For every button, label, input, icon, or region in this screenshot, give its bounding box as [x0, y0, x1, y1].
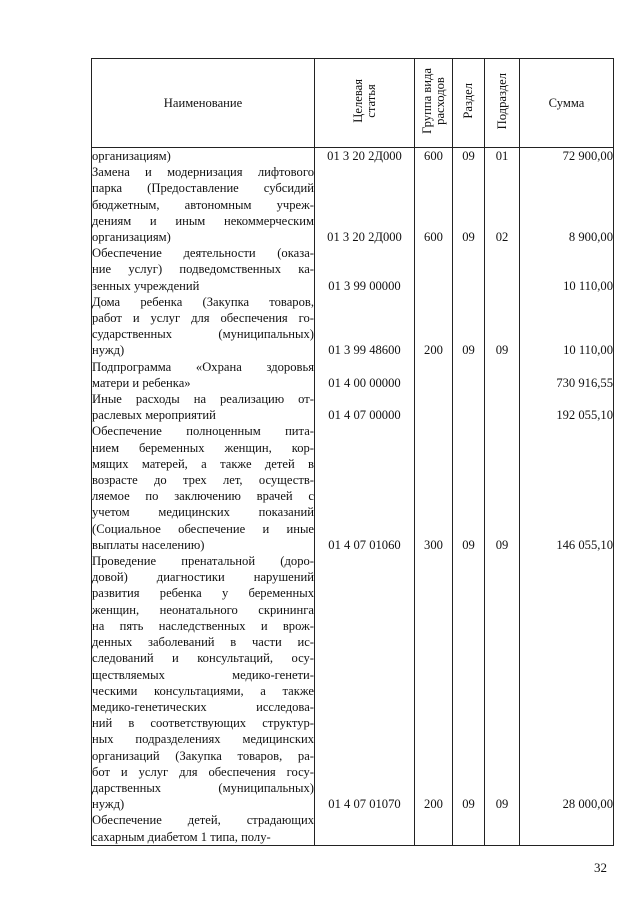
table-row [92, 812, 614, 845]
row-target-article: 01 4 07 01060 [315, 423, 415, 553]
row-section: 09 [453, 553, 485, 812]
row-sum: 146 055,10 [520, 423, 614, 553]
row-expense-group [415, 359, 453, 391]
row-name-line: Проведение пренатальной (доро- [92, 554, 314, 569]
row-name-line: организациям) [92, 230, 171, 245]
row-name-line: дениям и иным некоммерческим [92, 213, 314, 228]
row-name-line: раслевых мероприятий [92, 408, 216, 423]
row-name-line: ных подразделениях медицинских [92, 732, 314, 747]
row-name-line: Обеспечение детей, страдающих [92, 813, 314, 828]
row-section: 09 [453, 164, 485, 245]
table-row [92, 391, 614, 423]
row-name-line: Обеспечение деятельности (оказа- [92, 246, 314, 261]
row-name-line: мящих матерей, а также детей в [92, 456, 314, 471]
row-name-line: ческими консультациями, а также [92, 683, 314, 698]
row-section [453, 391, 485, 423]
row-section [453, 245, 485, 294]
row-name-line: на пять наследственных и врож- [92, 618, 314, 633]
row-name [92, 812, 315, 845]
row-name-line: сахарным диабетом 1 типа, полу- [92, 829, 271, 844]
row-name-line: Иные расходы на реализацию от- [92, 392, 314, 407]
row-name-line: довой) диагностики нарушений [92, 570, 314, 585]
table-body [92, 148, 614, 846]
row-target-article: 01 4 00 00000 [315, 359, 415, 391]
row-name-line: ляемое по заключению врачей с [92, 489, 314, 504]
row-target-article: 01 3 99 00000 [315, 245, 415, 294]
row-name-line: нужд) [92, 797, 125, 812]
row-target-article: 01 3 20 2Д000 [315, 164, 415, 245]
row-name-line: бот и услуг для обеспечения госу- [92, 764, 314, 779]
row-subsection: 01 [485, 148, 520, 165]
row-name-line: медико-генетических исследова- [92, 699, 314, 714]
row-subsection [485, 245, 520, 294]
row-name-line: организаций (Закупка товаров, ра- [92, 748, 314, 763]
row-name-line: зенных учреждений [92, 278, 200, 293]
row-sum: 10 110,00 [520, 294, 614, 359]
row-target-article: 01 4 07 01070 [315, 553, 415, 812]
row-name-line: дарственных (муниципальных) [92, 780, 314, 795]
table-header-row [92, 59, 614, 148]
row-name-line: парка (Предоставление субсидий [92, 181, 314, 196]
row-sum [520, 812, 614, 845]
row-sum: 8 900,00 [520, 164, 614, 245]
table-row [92, 148, 614, 165]
header-name: Наименование [92, 59, 315, 148]
table-row [92, 294, 614, 359]
table-row [92, 164, 614, 245]
row-name-line: возрасте до трех лет, осуществ- [92, 473, 314, 488]
row-subsection [485, 359, 520, 391]
header-subsection: Подраздел [485, 59, 520, 148]
row-sum: 192 055,10 [520, 391, 614, 423]
row-expense-group [415, 812, 453, 845]
row-name-line: учетом медицинских показаний [92, 505, 314, 520]
row-name-line: нужд) [92, 343, 125, 358]
row-name [92, 245, 315, 294]
budget-table [91, 58, 614, 846]
row-target-article: 01 4 07 00000 [315, 391, 415, 423]
header-section: Раздел [453, 59, 485, 148]
row-section [453, 812, 485, 845]
row-expense-group [415, 245, 453, 294]
table-row [92, 245, 614, 294]
header-target-article: Целевая статья [315, 59, 415, 148]
row-name-line: сударственных (муниципальных) [92, 327, 314, 342]
row-name-line: нием беременных женщин, кор- [92, 440, 314, 455]
row-name-line: матери и ребенка» [92, 375, 191, 390]
page-number: 32 [594, 860, 607, 875]
row-subsection: 09 [485, 423, 520, 553]
row-expense-group: 300 [415, 423, 453, 553]
row-subsection: 02 [485, 164, 520, 245]
row-name-line: следований и консультаций, осу- [92, 651, 314, 666]
row-name [92, 359, 315, 391]
header-expense-group: Группа вида расходов [415, 59, 453, 148]
row-name-line: бюджетным, автономным учреж- [92, 197, 314, 212]
row-name-line: (Социальное обеспечение и иные [92, 521, 314, 536]
row-name-line: женщин, неонатального скрининга [92, 602, 314, 617]
row-expense-group: 600 [415, 164, 453, 245]
row-sum: 72 900,00 [520, 148, 614, 165]
row-name [92, 391, 315, 423]
row-section: 09 [453, 423, 485, 553]
row-name [92, 164, 315, 245]
row-sum: 730 916,55 [520, 359, 614, 391]
row-expense-group [415, 391, 453, 423]
table-row [92, 553, 614, 812]
row-expense-group: 200 [415, 553, 453, 812]
row-sum: 28 000,00 [520, 553, 614, 812]
row-target-article: 01 3 99 48600 [315, 294, 415, 359]
row-name-line: денных заболеваний в части ис- [92, 635, 314, 650]
row-name-line: развития ребенка у беременных [92, 586, 314, 601]
row-name-line: ний в соответствующих структур- [92, 716, 314, 731]
row-section: 09 [453, 294, 485, 359]
row-sum: 10 110,00 [520, 245, 614, 294]
row-subsection: 09 [485, 553, 520, 812]
row-subsection: 09 [485, 294, 520, 359]
row-name-line: организациям) [92, 149, 171, 163]
row-name [92, 553, 315, 812]
row-name [92, 423, 315, 553]
row-name-line: ние услуг) подведомственных ка- [92, 262, 314, 277]
row-subsection [485, 391, 520, 423]
header-sum: Сумма [520, 59, 614, 148]
row-name-line: выплаты населению) [92, 537, 205, 552]
table-row [92, 359, 614, 391]
row-name-line: Дома ребенка (Закупка товаров, [92, 294, 314, 309]
row-name-line: Обеспечение полноценным пита- [92, 424, 314, 439]
table-row [92, 423, 614, 553]
row-expense-group: 600 [415, 148, 453, 165]
row-expense-group: 200 [415, 294, 453, 359]
row-name [92, 148, 315, 165]
row-section [453, 359, 485, 391]
row-name-line: Замена и модернизация лифтового [92, 165, 314, 180]
row-target-article: 01 3 20 2Д000 [315, 148, 415, 165]
row-name-line: ществляемых медико-генети- [92, 667, 314, 682]
row-subsection [485, 812, 520, 845]
row-name-line: Подпрограмма «Охрана здоровья [92, 359, 314, 374]
row-section: 09 [453, 148, 485, 165]
row-target-article [315, 812, 415, 845]
row-name-line: работ и услуг для обеспечения го- [92, 311, 314, 326]
row-name [92, 294, 315, 359]
